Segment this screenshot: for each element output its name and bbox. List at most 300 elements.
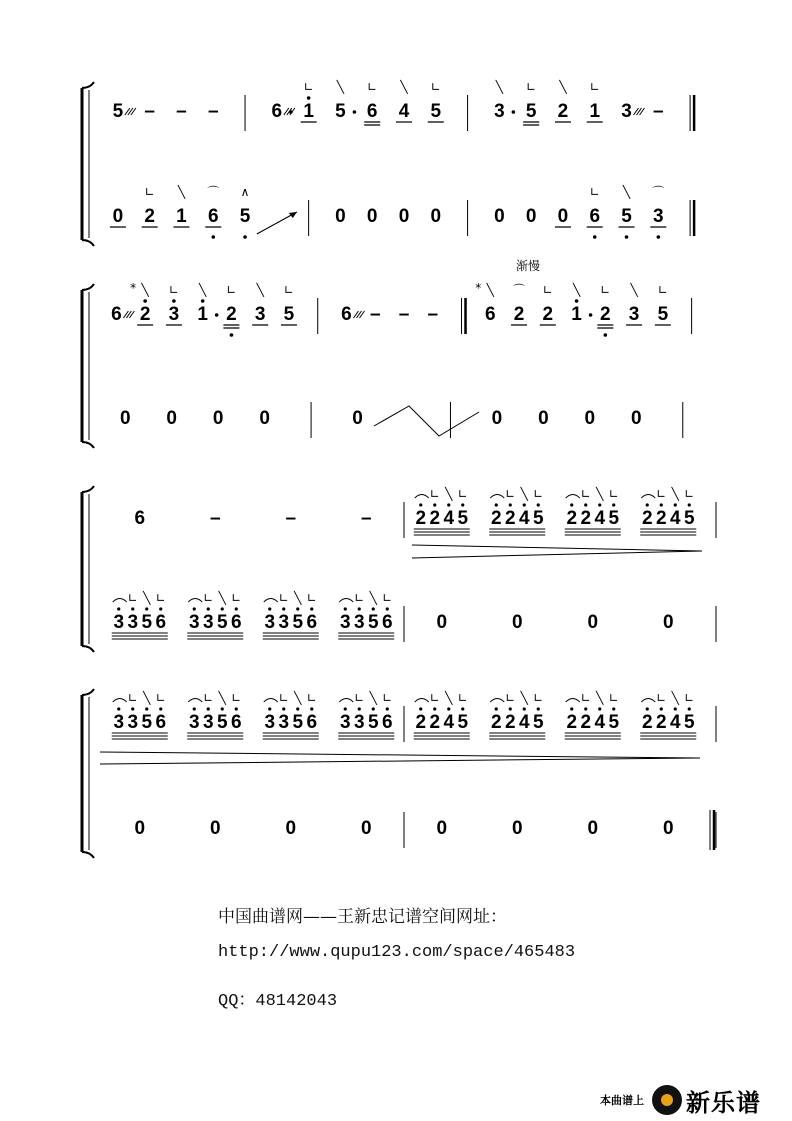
tempo-marking: 渐慢 xyxy=(515,259,541,273)
note: 6 xyxy=(484,304,496,325)
technique-mark: ╲ xyxy=(671,691,679,705)
note: 4 xyxy=(443,712,455,733)
note: 3 xyxy=(278,612,290,633)
technique-mark: ╲ xyxy=(630,283,638,297)
technique-mark: ∟ xyxy=(203,691,214,705)
octave-dot-high xyxy=(221,607,224,610)
note: 1 xyxy=(176,206,187,227)
note: 2 xyxy=(504,508,516,529)
slur-mark xyxy=(566,699,580,703)
octave-dot-high xyxy=(688,707,691,710)
octave-dot-high xyxy=(612,707,615,710)
octave-dot-high xyxy=(433,503,436,506)
technique-mark: ∟ xyxy=(168,283,179,297)
technique-mark: ∟ xyxy=(505,691,516,705)
octave-dot-high xyxy=(495,503,498,506)
octave-dot-high xyxy=(159,607,162,610)
technique-mark: ∟ xyxy=(283,283,294,297)
technique-mark: ╲ xyxy=(520,487,528,501)
note: 2 xyxy=(429,508,441,529)
note: 4 xyxy=(594,508,606,529)
note: 4 xyxy=(669,712,681,733)
octave-dot-high xyxy=(201,299,205,303)
octave-dot-high xyxy=(296,607,299,610)
note: 6 xyxy=(306,612,318,633)
dash-extend: – xyxy=(207,101,219,122)
record-disc-icon xyxy=(652,1085,682,1115)
note: 5 xyxy=(141,612,153,633)
slur-mark xyxy=(264,599,278,603)
note: 3 xyxy=(188,612,200,633)
note: 5 xyxy=(292,712,304,733)
octave-dot-high xyxy=(523,503,526,506)
glide-arrow xyxy=(374,406,479,436)
note: 2 xyxy=(513,304,525,325)
dash-extend: – xyxy=(176,101,187,122)
note: 5 xyxy=(367,612,379,633)
note: 3 xyxy=(188,712,200,733)
bracket-hook xyxy=(82,646,94,652)
note: 0 xyxy=(360,818,372,839)
technique-mark: ╲ xyxy=(177,185,186,199)
octave-dot-high xyxy=(575,299,579,303)
dash-extend: – xyxy=(285,508,297,529)
octave-dot-high xyxy=(598,707,601,710)
octave-dot-high xyxy=(372,607,375,610)
note: 1 xyxy=(197,304,208,325)
technique-mark: ∟ xyxy=(382,591,393,605)
note: 3 xyxy=(254,304,266,325)
note: 2 xyxy=(429,712,441,733)
note: 6 xyxy=(381,612,393,633)
note: 5 xyxy=(141,712,153,733)
octave-dot-high xyxy=(145,607,148,610)
note: 4 xyxy=(669,508,681,529)
technique-mark: ∟ xyxy=(608,691,619,705)
note: 6 xyxy=(155,612,167,633)
slur-mark xyxy=(188,699,202,703)
note: 0 xyxy=(587,612,599,633)
octave-dot-high xyxy=(386,607,389,610)
note: 5 xyxy=(683,508,695,529)
octave-dot-high xyxy=(207,607,210,610)
technique-mark: ╲ xyxy=(445,691,453,705)
technique-mark: ∟ xyxy=(306,691,317,705)
note: 5 xyxy=(216,612,228,633)
octave-dot-low xyxy=(593,235,597,239)
note: 3 xyxy=(113,712,125,733)
technique-mark: ╲ xyxy=(143,691,151,705)
note: 2 xyxy=(490,508,502,529)
slur-mark xyxy=(415,699,429,703)
octave-dot-high xyxy=(221,707,224,710)
octave-dot-high xyxy=(537,707,540,710)
technique-mark: ╲ xyxy=(141,283,149,297)
technique-mark: ╲ xyxy=(400,80,408,94)
octave-dot-high xyxy=(523,707,526,710)
slur-mark xyxy=(566,495,580,499)
bracket-hook xyxy=(82,442,94,448)
note: 0 xyxy=(366,206,378,227)
octave-dot-high xyxy=(509,707,512,710)
hairpin-line xyxy=(100,758,700,764)
note: 5 xyxy=(683,712,695,733)
note: 2 xyxy=(580,508,592,529)
technique-mark: ⌒ xyxy=(207,185,220,199)
slur-mark xyxy=(490,699,504,703)
dash-extend: – xyxy=(653,101,664,122)
technique-mark: ∟ xyxy=(580,691,591,705)
note: 5 xyxy=(112,101,124,122)
note: 2 xyxy=(490,712,502,733)
technique-mark: ∟ xyxy=(600,283,611,297)
note: 5 xyxy=(216,712,228,733)
bracket-hook xyxy=(82,486,94,492)
slur-mark xyxy=(339,699,353,703)
note: 5 xyxy=(335,101,346,122)
note: 6 xyxy=(381,712,393,733)
note: 5 xyxy=(608,712,620,733)
technique-mark: ╲ xyxy=(336,80,345,94)
octave-dot-high xyxy=(584,707,587,710)
note: 0 xyxy=(112,206,124,227)
note: 0 xyxy=(662,612,674,633)
note: 6 xyxy=(589,206,601,227)
octave-dot-high xyxy=(131,707,134,710)
note: 6 xyxy=(271,101,283,122)
technique-mark: ∟ xyxy=(306,591,317,605)
technique-mark: ∟ xyxy=(155,591,166,605)
note: 5 xyxy=(525,101,537,122)
octave-dot-high xyxy=(282,707,285,710)
technique-mark: ∟ xyxy=(367,80,378,94)
technique-mark: ∟ xyxy=(505,487,516,501)
note: 3 xyxy=(339,712,351,733)
octave-dot-high xyxy=(419,503,422,506)
note: 0 xyxy=(259,408,270,429)
aug-dot xyxy=(215,313,219,317)
note: 6 xyxy=(207,206,219,227)
aug-dot xyxy=(353,110,357,114)
note: 0 xyxy=(538,408,549,429)
technique-mark: ∟ xyxy=(589,185,600,199)
note: 0 xyxy=(166,408,177,429)
octave-dot-high xyxy=(131,607,134,610)
technique-mark: ∟ xyxy=(608,487,619,501)
note: 3 xyxy=(202,612,214,633)
note: 4 xyxy=(443,508,455,529)
hairpin-line xyxy=(100,752,700,758)
note: 5 xyxy=(292,612,304,633)
slur-mark xyxy=(415,495,429,499)
slur-mark xyxy=(264,699,278,703)
octave-dot-high xyxy=(344,707,347,710)
technique-mark: ╲ xyxy=(294,591,302,605)
note: 4 xyxy=(518,712,530,733)
octave-dot-high xyxy=(296,707,299,710)
octave-dot-high xyxy=(447,707,450,710)
technique-mark: ∟ xyxy=(231,591,242,605)
note: 2 xyxy=(655,508,667,529)
note: 0 xyxy=(557,206,569,227)
octave-dot-high xyxy=(193,607,196,610)
note: 0 xyxy=(134,818,146,839)
octave-dot-high xyxy=(310,707,313,710)
technique-mark: ∟ xyxy=(429,691,440,705)
note: 4 xyxy=(594,712,606,733)
note: 0 xyxy=(631,408,642,429)
octave-dot-high xyxy=(386,707,389,710)
technique-mark: ∟ xyxy=(278,591,289,605)
note: 0 xyxy=(398,206,410,227)
aug-dot xyxy=(589,313,593,317)
technique-mark: ∟ xyxy=(684,691,695,705)
octave-dot-high xyxy=(207,707,210,710)
note: 5 xyxy=(657,304,669,325)
technique-mark: ╲ xyxy=(622,185,631,199)
note: 0 xyxy=(662,818,674,839)
technique-mark: ╲ xyxy=(218,691,226,705)
octave-dot-high xyxy=(307,96,311,100)
octave-dot-high xyxy=(268,707,271,710)
aug-dot xyxy=(512,110,516,114)
technique-mark: ∟ xyxy=(382,691,393,705)
octave-dot-high xyxy=(358,607,361,610)
technique-mark: ∟ xyxy=(226,283,237,297)
note: 2 xyxy=(144,206,155,227)
note: 3 xyxy=(353,612,365,633)
note: 3 xyxy=(653,206,664,227)
note: 6 xyxy=(134,508,146,529)
note: 4 xyxy=(398,101,410,122)
note: 2 xyxy=(641,712,653,733)
slur-mark xyxy=(188,599,202,603)
note: 3 xyxy=(353,712,365,733)
note: 3 xyxy=(264,712,276,733)
brand-logo[interactable] xyxy=(600,1082,761,1118)
dash-extend: – xyxy=(360,508,372,529)
technique-mark: ∟ xyxy=(430,80,441,94)
footer-url[interactable]: http://www.qupu123.com/space/465483 xyxy=(218,943,576,962)
octave-dot-high xyxy=(688,503,691,506)
note: 2 xyxy=(641,508,653,529)
note: 0 xyxy=(352,408,363,429)
note: 6 xyxy=(230,712,242,733)
technique-mark: ∟ xyxy=(684,487,695,501)
technique-mark: ╲ xyxy=(596,691,604,705)
note: 2 xyxy=(139,304,151,325)
octave-dot-high xyxy=(235,607,238,610)
hairpin-line xyxy=(412,551,702,558)
note: 0 xyxy=(119,408,131,429)
note: 3 xyxy=(113,612,125,633)
note: 6 xyxy=(230,612,242,633)
technique-mark: ∟ xyxy=(155,691,166,705)
note: 3 xyxy=(168,304,180,325)
note: 3 xyxy=(264,612,276,633)
bracket-hook xyxy=(82,240,94,246)
aug-dot xyxy=(289,110,293,114)
arrow-head xyxy=(289,212,297,218)
dash-extend: – xyxy=(369,304,381,325)
octave-dot-high xyxy=(433,707,436,710)
note: 2 xyxy=(557,101,569,122)
bracket-hook xyxy=(82,82,94,88)
note: 0 xyxy=(511,818,523,839)
octave-dot-low xyxy=(604,333,608,337)
note: 0 xyxy=(285,818,297,839)
octave-dot-high xyxy=(143,299,147,303)
bracket-hook xyxy=(82,689,94,695)
technique-mark: ╲ xyxy=(369,691,377,705)
note: 4 xyxy=(518,508,530,529)
technique-mark: ╲ xyxy=(199,283,207,297)
slur-mark xyxy=(113,699,127,703)
note: 0 xyxy=(212,408,224,429)
technique-mark: ∟ xyxy=(278,691,289,705)
technique-mark: ╲ xyxy=(559,80,567,94)
technique-mark: ∟ xyxy=(457,691,468,705)
technique-mark: ╲ xyxy=(596,487,604,501)
note: 6 xyxy=(155,712,167,733)
octave-dot-high xyxy=(509,503,512,506)
note: 0 xyxy=(209,818,221,839)
dash-extend: – xyxy=(209,508,221,529)
technique-mark: ∟ xyxy=(533,487,544,501)
note: 0 xyxy=(436,818,448,839)
technique-mark: ╲ xyxy=(256,283,264,297)
octave-dot-high xyxy=(570,503,573,506)
note: 3 xyxy=(339,612,351,633)
octave-dot-low xyxy=(657,235,661,239)
technique-mark: ∟ xyxy=(127,691,138,705)
bracket-hook xyxy=(82,852,94,858)
note: 6 xyxy=(111,304,122,325)
note: 5 xyxy=(608,508,620,529)
slur-mark xyxy=(490,495,504,499)
note: 2 xyxy=(542,304,554,325)
octave-dot-high xyxy=(674,707,677,710)
note: 5 xyxy=(239,206,251,227)
octave-dot-high xyxy=(372,707,375,710)
technique-mark: ∟ xyxy=(203,591,214,605)
note: 2 xyxy=(566,712,578,733)
dash-extend: – xyxy=(398,304,410,325)
note: 5 xyxy=(367,712,379,733)
octave-dot-high xyxy=(282,607,285,610)
note: 5 xyxy=(532,508,544,529)
note: 2 xyxy=(226,304,237,325)
technique-mark: ╲ xyxy=(671,487,679,501)
octave-dot-high xyxy=(598,503,601,506)
octave-dot-high xyxy=(159,707,162,710)
note: 6 xyxy=(341,304,352,325)
note: 3 xyxy=(127,612,139,633)
bracket-hook xyxy=(82,284,94,290)
technique-mark: ∟ xyxy=(656,487,667,501)
technique-mark: ∧ xyxy=(240,185,250,199)
technique-mark: ∟ xyxy=(542,283,553,297)
note: 1 xyxy=(303,101,314,122)
technique-mark: ╲ xyxy=(572,283,581,297)
note: 0 xyxy=(335,206,346,227)
octave-dot-high xyxy=(358,707,361,710)
note: 2 xyxy=(504,712,516,733)
slur-mark xyxy=(641,699,655,703)
note: 3 xyxy=(278,712,290,733)
octave-dot-high xyxy=(172,299,176,303)
octave-dot-high xyxy=(461,707,464,710)
note: 6 xyxy=(366,101,378,122)
slur-mark xyxy=(641,495,655,499)
note: 0 xyxy=(436,612,448,633)
note: 2 xyxy=(655,712,667,733)
technique-mark: ╲ xyxy=(218,591,226,605)
octave-dot-high xyxy=(584,503,587,506)
note: 0 xyxy=(587,818,599,839)
slur-mark xyxy=(113,599,127,603)
technique-mark: ∟ xyxy=(657,283,668,297)
technique-mark: ╲ xyxy=(495,80,503,94)
note: 2 xyxy=(600,304,611,325)
octave-dot-high xyxy=(495,707,498,710)
brand-name: 新乐谱 xyxy=(686,1089,761,1117)
dash-extend: – xyxy=(144,101,155,122)
octave-dot-low xyxy=(625,235,629,239)
octave-dot-high xyxy=(235,707,238,710)
note: 3 xyxy=(621,101,632,122)
technique-mark: ⌒ xyxy=(513,283,526,297)
technique-mark: ∟ xyxy=(354,591,365,605)
note: 2 xyxy=(415,508,427,529)
technique-mark: ∟ xyxy=(589,80,600,94)
slur-mark xyxy=(339,599,353,603)
note: 3 xyxy=(494,101,505,122)
octave-dot-high xyxy=(344,607,347,610)
technique-mark: ∟ xyxy=(144,185,155,199)
octave-dot-high xyxy=(674,503,677,506)
note: 3 xyxy=(628,304,640,325)
footer-qq: QQ：48142043 xyxy=(218,992,338,1011)
technique-mark: ∟ xyxy=(127,591,138,605)
octave-dot-high xyxy=(117,607,120,610)
octave-dot-high xyxy=(145,707,148,710)
technique-mark: ╲ xyxy=(445,487,453,501)
technique-mark: ∟ xyxy=(457,487,468,501)
octave-dot-low xyxy=(230,333,234,337)
note: 0 xyxy=(491,408,503,429)
octave-dot-high xyxy=(570,707,573,710)
technique-mark: ∟ xyxy=(354,691,365,705)
note: 5 xyxy=(532,712,544,733)
technique-mark: ∟ xyxy=(533,691,544,705)
note: 0 xyxy=(494,206,505,227)
dash-extend: – xyxy=(427,304,439,325)
technique-mark: ╲ xyxy=(294,691,302,705)
note: 5 xyxy=(621,206,632,227)
note: 3 xyxy=(202,712,214,733)
technique-mark: ∟ xyxy=(526,80,537,94)
note: 1 xyxy=(589,101,601,122)
technique-mark: ╲ xyxy=(143,591,151,605)
octave-dot-high xyxy=(646,503,649,506)
note: 0 xyxy=(525,206,537,227)
octave-dot-low xyxy=(243,235,247,239)
technique-mark: ╲ xyxy=(520,691,528,705)
octave-dot-high xyxy=(447,503,450,506)
octave-dot-high xyxy=(268,607,271,610)
hairpin-line xyxy=(412,545,702,551)
